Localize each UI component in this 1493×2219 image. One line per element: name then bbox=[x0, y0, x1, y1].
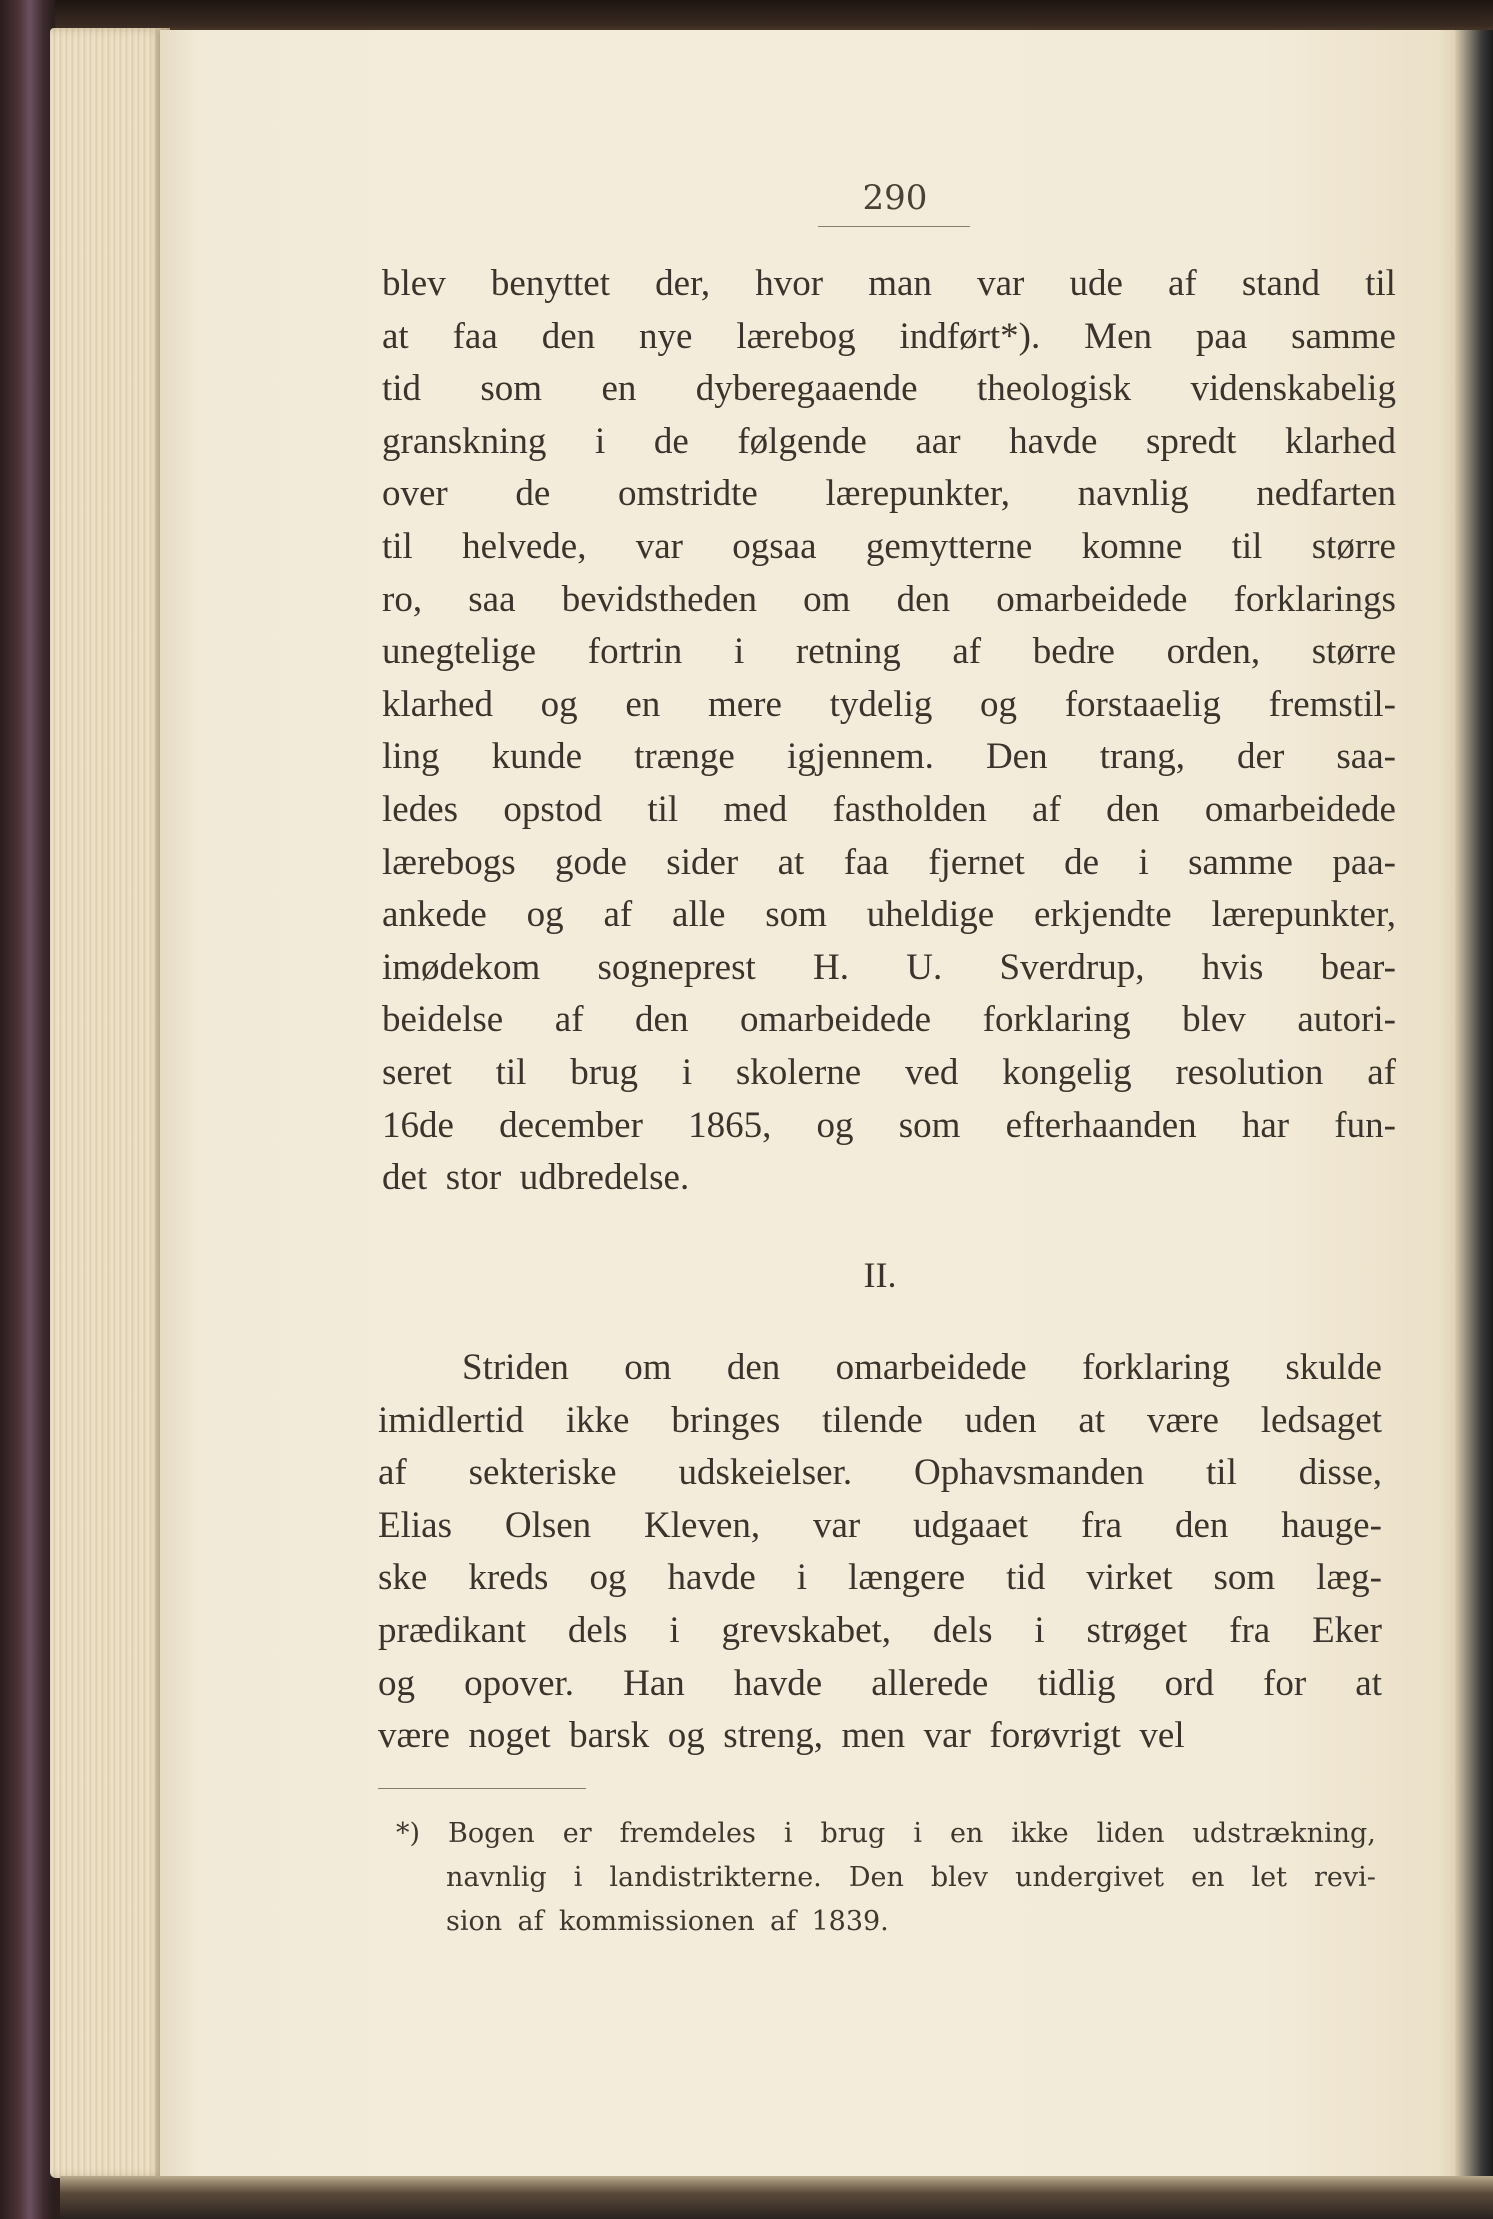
text-line: 16de december 1865, og som efterhaanden har fun- bbox=[382, 1104, 1396, 1146]
text-line: ro, saa bevidstheden om den omarbeidede forklarings bbox=[382, 578, 1396, 620]
text-line: unegtelige fortrin i retning af bedre orden, større bbox=[382, 631, 1396, 673]
text-line: prædikant dels i grevskabet, dels i strøget fra Eker bbox=[378, 1609, 1382, 1651]
text-line: klarhed og en mere tydelig og forstaaelig fremstil- bbox=[382, 683, 1396, 725]
text-line: ledes opstod til med fastholden af den omarbeidede bbox=[382, 788, 1396, 830]
text-line: ling kunde trænge igjennem. Den trang, der saa- bbox=[382, 736, 1396, 778]
page-bottom-shadow bbox=[60, 2176, 1493, 2219]
text-line: granskning i de følgende aar havde spredt klarhed bbox=[382, 420, 1396, 462]
text-line: til helvede, var ogsaa gemytterne komne til større bbox=[382, 525, 1396, 567]
text-line: imidlertid ikke bringes tilende uden at være ledsaget bbox=[378, 1399, 1382, 1441]
text-line: sion af kommissionen af 1839. bbox=[446, 1906, 889, 1937]
text-line: beidelse af den omarbeidede forklaring blev autori- bbox=[382, 999, 1396, 1041]
text-line: være noget barsk og streng, men var forøvrigt vel bbox=[378, 1715, 1185, 1757]
text-line: imødekom sogneprest H. U. Sverdrup, hvis bear- bbox=[382, 946, 1396, 988]
text-line: over de omstridte lærepunkter, navnlig nedfarten bbox=[382, 473, 1396, 515]
page-stack-edges bbox=[50, 28, 170, 2178]
footnote-rule bbox=[378, 1788, 586, 1789]
text-line: tid som en dyberegaaende theologisk videnskabelig bbox=[382, 368, 1396, 410]
text-line: Elias Olsen Kleven, var udgaaet fra den hauge- bbox=[378, 1504, 1382, 1546]
footnotes bbox=[396, 1812, 1376, 1944]
text-line: *) Bogen er fremdeles i brug i en ikke liden udstrækning, bbox=[396, 1818, 1376, 1849]
text-line: lærebogs gode sider at faa fjernet de i samme paa- bbox=[382, 841, 1396, 883]
page-right-shadow bbox=[1455, 30, 1493, 2180]
page-number-rule bbox=[818, 226, 970, 227]
text-line: og opover. Han havde allerede tidlig ord for at bbox=[378, 1662, 1382, 1704]
text-line: af sekteriske udskeielser. Ophavsmanden til disse, bbox=[378, 1452, 1382, 1494]
text-line: det stor udbredelse. bbox=[382, 1157, 690, 1199]
text-line: navnlig i landistrikterne. Den blev undergivet en let revi- bbox=[446, 1862, 1376, 1893]
page-number: 290 bbox=[862, 178, 928, 218]
text-line: ankede og af alle som uheldige erkjendte lærepunkter, bbox=[382, 894, 1396, 936]
section-heading: II. bbox=[863, 1255, 897, 1295]
text-line: blev benyttet der, hvor man var ude af stand til bbox=[382, 263, 1396, 304]
paragraph-1 bbox=[382, 258, 1396, 1205]
text-line: at faa den nye lærebog indført*). Men paa samme bbox=[382, 315, 1396, 357]
text-line: ske kreds og havde i længere tid virket som læg- bbox=[378, 1557, 1382, 1599]
text-line: seret til brug i skolerne ved kongelig resolution af bbox=[382, 1051, 1396, 1093]
paragraph-2 bbox=[378, 1342, 1382, 1763]
text-line: Striden om den omarbeidede forklaring skulde bbox=[462, 1347, 1382, 1388]
